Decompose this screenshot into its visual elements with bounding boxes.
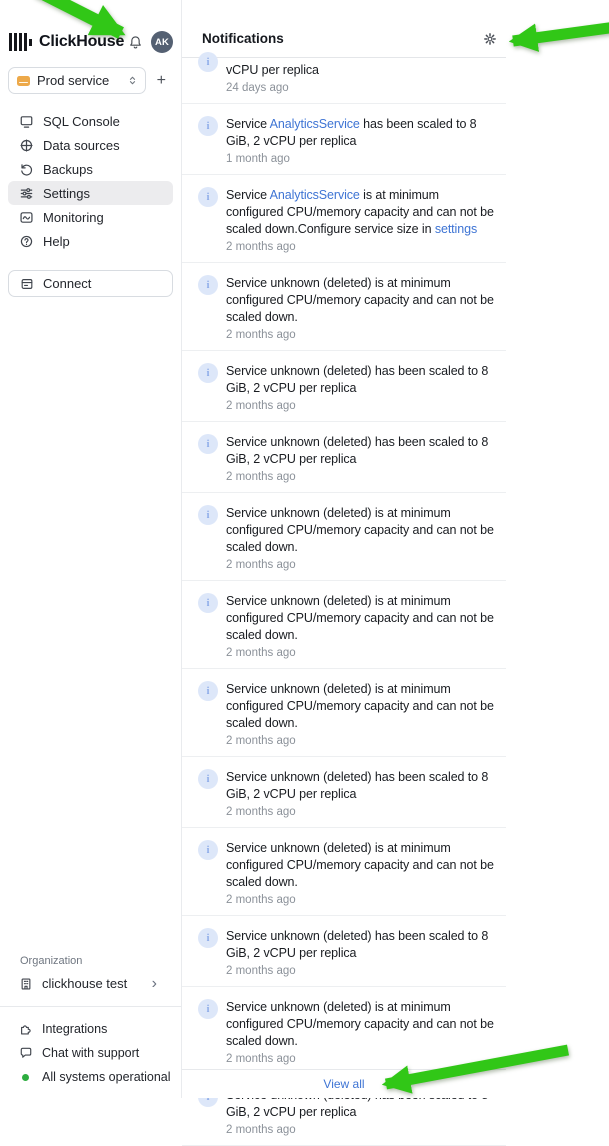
notification-item[interactable]: [182, 757, 506, 828]
chevron-up-down-icon: [127, 75, 138, 86]
notification-item[interactable]: [182, 104, 506, 175]
service-icon: [17, 76, 30, 86]
sidebar-footer: [0, 1017, 181, 1098]
building-icon: [19, 977, 33, 991]
service-switcher-row: [8, 67, 173, 94]
notification-text: [226, 999, 498, 1050]
sidebar-item-help[interactable]: [8, 229, 173, 253]
integrations-link[interactable]: [0, 1017, 181, 1041]
brand-name: ClickHouse: [39, 33, 125, 50]
info-icon: i: [198, 116, 218, 136]
notification-text-part: GiB, 2 vCPU per replica: [226, 1105, 357, 1119]
chat-support-link[interactable]: [0, 1041, 181, 1065]
organization-row[interactable]: [0, 976, 181, 991]
notification-text-part: Service unknown (deleted) is at minimum configured CPU/memory capacity and can not be scaled down.: [226, 506, 494, 554]
notification-text: [226, 769, 498, 803]
notification-body: [226, 840, 498, 906]
notification-timestamp: 2 months ago: [226, 806, 296, 818]
notification-body: [226, 769, 498, 818]
notification-item[interactable]: [182, 263, 506, 351]
notification-text: [226, 593, 498, 644]
logo-row: [9, 30, 173, 54]
backups-icon: [19, 162, 34, 177]
notification-body: [226, 363, 498, 412]
notification-link[interactable]: AnalyticsService: [269, 117, 360, 131]
notification-timestamp: 2 months ago: [226, 735, 296, 747]
notification-text-part: Service unknown (deleted) has been scaled to 8 GiB, 2 vCPU per replica: [226, 929, 489, 960]
connect-label: Connect: [43, 276, 92, 291]
sidebar-item-label: Monitoring: [43, 209, 104, 225]
notification-text-part: Service unknown (deleted) is at minimum configured CPU/memory capacity and can not be scaled down.: [226, 1000, 494, 1048]
notification-text-part: Service unknown (deleted) is at minimum configured CPU/memory capacity and can not be scaled down.: [226, 841, 494, 889]
info-icon: i: [198, 52, 218, 72]
service-select-value: Prod service: [37, 73, 110, 88]
notification-item[interactable]: [182, 175, 506, 263]
notification-timestamp: 2 months ago: [226, 329, 296, 341]
notification-body: [226, 928, 498, 977]
notification-item[interactable]: [182, 493, 506, 581]
info-icon: i: [198, 769, 218, 789]
sidebar-item-backups[interactable]: [8, 157, 173, 181]
sidebar-item-label: SQL Console: [43, 113, 120, 129]
notification-text: [226, 363, 498, 397]
notification-text: [226, 434, 498, 468]
notification-text-part: has been scaled to 8 GiB, 2 vCPU per replica: [226, 117, 477, 148]
puzzle-icon: [19, 1022, 33, 1036]
notification-text: [226, 681, 498, 732]
connect-button[interactable]: [8, 270, 173, 297]
notification-timestamp: 1 month ago: [226, 153, 290, 165]
notification-body: [226, 116, 498, 165]
sidebar-nav: [8, 109, 173, 253]
sidebar-item-label: Settings: [43, 185, 90, 201]
notification-text-part: Service unknown (deleted) has been scaled to 8 GiB, 2 vCPU per replica: [226, 435, 489, 466]
notification-item[interactable]: [182, 351, 506, 422]
monitoring-icon: [19, 210, 34, 225]
notifications-header: [182, 0, 506, 58]
chat-support-label: Chat with support: [42, 1046, 140, 1060]
sidebar-item-monitoring[interactable]: [8, 205, 173, 229]
add-service-button[interactable]: +: [156, 71, 166, 89]
notification-item[interactable]: [182, 987, 506, 1075]
info-icon: i: [198, 275, 218, 295]
notification-body: [226, 62, 319, 94]
notification-body: [226, 681, 498, 747]
view-all-row: [182, 1069, 506, 1098]
settings-icon: [19, 186, 34, 201]
notification-text: [226, 187, 498, 238]
system-status-label: All systems operational: [42, 1070, 171, 1084]
view-all-link[interactable]: View all: [323, 1077, 365, 1091]
status-dot: [22, 1074, 29, 1081]
notification-body: [226, 505, 498, 571]
notification-item[interactable]: [182, 422, 506, 493]
notification-item[interactable]: [182, 58, 506, 104]
help-icon: [19, 234, 34, 249]
notification-body: [226, 999, 498, 1065]
notification-item[interactable]: [182, 669, 506, 757]
integrations-label: Integrations: [42, 1022, 108, 1036]
notification-text: [226, 840, 498, 891]
notification-item[interactable]: [182, 828, 506, 916]
notification-text-part: vCPU per replica: [226, 63, 319, 77]
notification-timestamp: 2 months ago: [226, 965, 296, 977]
notification-link[interactable]: settings: [434, 222, 478, 236]
notification-text: [226, 928, 498, 962]
notifications-title: Notifications: [202, 31, 284, 46]
notification-timestamp: 2 months ago: [226, 1053, 296, 1065]
chevron-right-icon: ›: [151, 974, 157, 992]
system-status-link[interactable]: [0, 1065, 181, 1089]
sql-console-icon: [19, 114, 34, 129]
notifications-bell-icon[interactable]: [128, 35, 143, 50]
annotation-arrow-gear: [513, 27, 609, 41]
notification-item[interactable]: [182, 581, 506, 669]
notification-item[interactable]: [182, 916, 506, 987]
notification-link[interactable]: AnalyticsService: [269, 188, 360, 202]
connect-icon: [20, 277, 34, 291]
gear-icon[interactable]: [483, 32, 497, 46]
notification-text: [226, 62, 319, 79]
notification-body: [226, 275, 498, 341]
notification-text-part: Service unknown (deleted) is at minimum configured CPU/memory capacity and can not be scaled down.: [226, 682, 494, 730]
info-icon: i: [198, 187, 218, 207]
notification-text-part: Service unknown (deleted) is at minimum configured CPU/memory capacity and can not be scaled down.: [226, 276, 494, 324]
sidebar-divider: [0, 1006, 181, 1007]
data-sources-icon: [19, 138, 34, 153]
user-avatar[interactable]: AK: [151, 31, 173, 53]
info-icon: i: [198, 434, 218, 454]
notification-text: [226, 275, 498, 326]
notification-body: [226, 593, 498, 659]
notification-text-part: is at minimum configured CPU/memory capacity and can not be scaled down.Configure service size in: [226, 188, 494, 236]
sidebar-item-label: Help: [43, 233, 70, 249]
notification-text-part: Service: [226, 117, 270, 131]
sidebar-item-label: Backups: [43, 161, 93, 177]
notification-text-part: Service unknown (deleted) is at minimum configured CPU/memory capacity and can not be scaled down.: [226, 594, 494, 642]
notification-body: [226, 434, 498, 483]
notification-timestamp: 2 months ago: [226, 241, 296, 253]
organization-label: Organization: [20, 955, 83, 967]
notification-timestamp: 24 days ago: [226, 82, 289, 94]
notification-text: [226, 116, 498, 150]
notification-text: [226, 505, 498, 556]
notification-timestamp: 2 months ago: [226, 400, 296, 412]
notification-text-part: Service: [226, 188, 270, 202]
info-icon: i: [198, 999, 218, 1019]
notifications-panel: [182, 0, 506, 1136]
sidebar-item-settings[interactable]: [8, 181, 173, 205]
notification-timestamp: 2 months ago: [226, 471, 296, 483]
sidebar-item-data-sources[interactable]: [8, 133, 173, 157]
clickhouse-logo-icon: [9, 33, 32, 51]
notification-timestamp: 2 months ago: [226, 1124, 296, 1136]
notification-text-part: Service unknown (deleted) has been scaled to 8 GiB, 2 vCPU per replica: [226, 770, 489, 801]
sidebar: [0, 0, 182, 1098]
info-icon: i: [198, 840, 218, 860]
organization-name: clickhouse test: [42, 976, 128, 991]
info-icon: i: [198, 505, 218, 525]
sidebar-item-sql-console[interactable]: [8, 109, 173, 133]
notification-body: [226, 187, 498, 253]
notification-timestamp: 2 months ago: [226, 894, 296, 906]
info-icon: i: [198, 363, 218, 383]
notification-timestamp: 2 months ago: [226, 559, 296, 571]
notification-text-part: Service unknown (deleted) has been scaled to 8 GiB, 2 vCPU per replica: [226, 364, 489, 395]
info-icon: i: [198, 928, 218, 948]
notification-timestamp: 2 months ago: [226, 647, 296, 659]
info-icon: i: [198, 593, 218, 613]
service-select[interactable]: [8, 67, 146, 94]
chat-bubble-icon: [19, 1046, 33, 1060]
info-icon: i: [198, 681, 218, 701]
sidebar-item-label: Data sources: [43, 137, 120, 153]
